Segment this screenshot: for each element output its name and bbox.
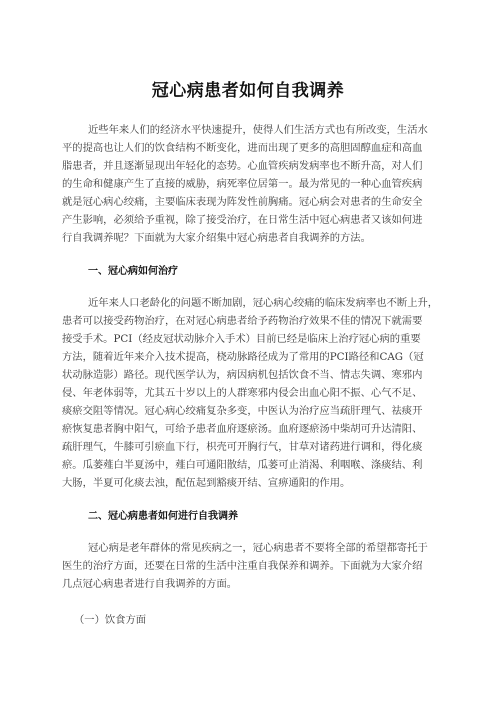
body-line: 状动脉造影）路径。现代医学认为，病因病机包括饮食不当、情志失调、寒邪内 [62,369,423,381]
intro-line: 脂患者，并且逐渐显现出年轻化的态势。心血管疾病发病率也不断升高，对人们 [62,160,423,172]
body-line: 近年来人口老龄化的问题不断加剧，冠心病心绞痛的临床发病率也不断上升， [88,297,439,309]
body-line: 方法，随着近年来介入技术提高，桡动脉路径成为了常用的PCI路径和CAG（冠 [62,351,424,363]
body-line: 几点冠心病患者进行自我调养的方面。 [62,578,238,590]
body-line: 侵、年老体弱等，尤其五十岁以上的人群寒邪内侵会出血心阳不振、心气不足、 [62,387,423,399]
intro-line: 产生影响，必须给予重视，除了接受治疗，在日常生活中冠心病患者又该如何进 [62,214,423,226]
body-line: 瘀恢复患者胸中阳气，可给予患者血府逐瘀汤。血府逐瘀汤中柴胡可升达清阳、 [62,423,423,435]
intro-line: 行自我调养呢？下面就为大家介绍集中冠心病患者自我调养的方法。 [62,232,371,244]
page-title: 冠心病患者如何自我调养 [151,81,345,101]
intro-line: 就是冠心病心绞痛，主要临床表现为阵发性前胸痛。冠心病会对患者的生命安全 [62,196,423,208]
section-heading: 一、冠心病如何治疗 [88,266,178,277]
subsection-heading: （一）饮食方面 [74,614,147,626]
body-line: 痰瘀交阻等情况。冠心病心绞痛复杂多变，中医认为治疗应当疏肝理气、祛痰开 [62,405,423,417]
body-line: 大肠，半夏可化痰去浊，配伍起到豁痰开结、宣痹通阳的作用。 [62,477,351,489]
intro-line: 平的提高也让人们的饮食结构不断变化，进而出现了更多的高胆固醇血症和高血 [62,142,423,154]
section-heading: 二、冠心病患者如何进行自我调养 [88,511,238,522]
intro-line: 近些年来人们的经济水平快速提升，使得人们生活方式也有所改变，生活水 [88,124,428,136]
body-line: 疏肝理气，牛膝可引瘀血下行，枳壳可开胸行气，甘草对诸药进行调和，得化痰 [62,441,423,453]
body-line: 患者可以接受药物治疗，在对冠心病患者给予药物治疗效果不佳的情况下就需要 [62,315,423,327]
body-line: 接受手术。PCI（经皮冠状动脉介入手术）目前已经是临床上治疗冠心病的重要 [62,333,421,345]
body-line: 冠心病是老年群体的常见疾病之一，冠心病患者不要将全部的希望都寄托于 [88,542,428,554]
intro-line: 的生命和健康产生了直接的威胁，病死率位居第一。最为常见的一种心血管疾病 [62,178,423,190]
body-line: 瘀。瓜蒌薤白半夏汤中，薤白可通阳散结，瓜蒌可止消渴、利咽喉、涤痰结、利 [62,459,423,471]
body-line: 医生的治疗方面，还要在日常的生活中注重自我保养和调养。下面就为大家介绍 [62,560,423,572]
